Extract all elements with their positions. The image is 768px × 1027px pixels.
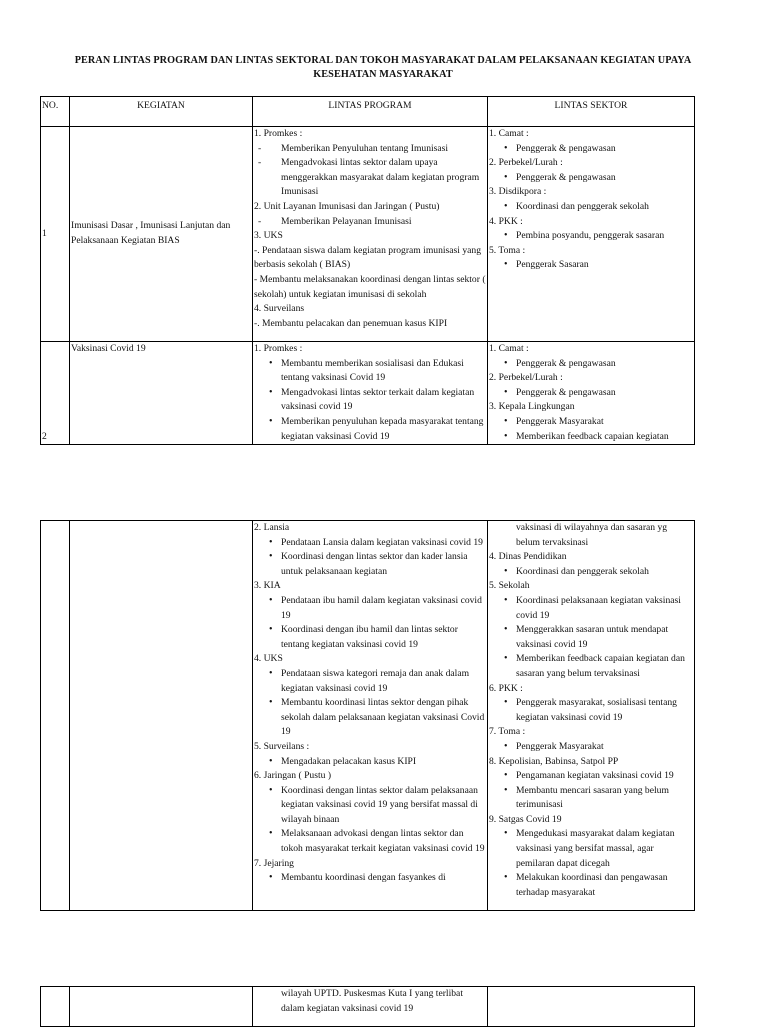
row-lintas-program [253,127,488,342]
list-item: 3. UKS [254,230,283,242]
list-item: 6. Jaringan ( Pustu ) [254,770,332,782]
row-lintas-sektor [488,127,695,342]
row-lintas-program [253,342,488,445]
row-number [41,521,70,911]
list-item: - Membantu melaksanakan koordinasi dengan lintas sektor ( sekolah) untuk kegiatan imunisasi di sekolah [254,273,486,300]
list-item: • Koordinasi dan penggerak sekolah [489,200,693,215]
header-lintas-sektor: LINTAS SEKTOR [488,97,695,127]
list-item: - Memberikan Penyuluhan tentang Imunisasi [254,142,486,157]
list-item: • Koordinasi dengan lintas sektor dan kader lansia untuk pelaksanaan kegiatan [254,550,486,579]
row-number: 1 [41,127,70,342]
list-item: 4. PKK : [489,215,523,227]
title-line-2: KESEHATAN MASYARAKAT [313,69,453,80]
header-no: NO. [41,97,70,127]
header-kegiatan: KEGIATAN [70,97,253,127]
list-item: 1. Promkes : [254,343,303,354]
list-item: • Membantu koordinasi lintas sektor dengan pihak sekolah dalam pelaksanaan kegiatan vaksinasi Covid 19 [254,696,486,740]
list-item: vaksinasi di wilayahnya dan sasaran yg belum tervaksinasi [516,522,668,548]
row-number [41,987,70,1027]
list-item: • Koordinasi pelaksanaan kegiatan vaksinasi covid 19 [489,594,693,623]
document-title [30,54,736,82]
list-item: • Memberikan penyuluhan kepada masyarakat tentang kegiatan vaksinasi Covid 19 [254,415,486,444]
list-item: 1. Promkes : [254,128,303,139]
row-number: 2 [41,342,70,445]
row-lintas-sektor [488,521,695,911]
list-item: 1. Camat : [489,343,529,354]
list-item: -. Membantu pelacakan dan penemuan kasus KIPI [254,317,448,329]
list-item: 6. PKK : [489,682,523,694]
list-item: • Melakukan koordinasi dan pengawasan terhadap masyarakat [489,871,693,900]
list-item: • Penggerak & pengawasan [489,171,693,186]
list-item: 7. Jejaring [254,857,294,869]
list-item: • Pembina posyandu, penggerak sasaran [489,229,693,244]
list-item: • Pendataan siswa kategori remaja dan anak dalam kegiatan vaksinasi covid 19 [254,667,486,696]
list-item: • Pendataan Lansia dalam kegiatan vaksinasi covid 19 [254,536,486,551]
list-item: -. Pendataan siswa dalam kegiatan program imunisasi yang berbasis sekolah ( BIAS) [254,244,481,271]
list-item: • Membantu memberikan sosialisasi dan Edukasi tentang vaksinasi Covid 19 [254,357,486,386]
table-header-row [41,97,695,127]
list-item: 5. Toma : [489,244,526,256]
list-item: 3. KIA [254,580,281,592]
list-item: - Mengadvokasi lintas sektor dalam upaya menggerakkan masyarakat dalam kegiatan program Imunisasi [254,156,486,200]
list-item: 9. Satgas Covid 19 [489,813,562,825]
list-item: • Penggerak & pengawasan [489,357,693,372]
list-item: 2. Lansia [254,522,290,533]
list-item: • Pengamanan kegiatan vaksinasi covid 19 [489,769,693,784]
list-item: 2. Perbekel/Lurah : [489,372,563,384]
list-item: • Penggerak Sasaran [489,258,693,273]
row-lintas-sektor [488,342,695,445]
list-item: 2. Perbekel/Lurah : [489,157,563,169]
list-item: • Membantu mencari sasaran yang belum terimunisasi [489,784,693,813]
list-item: 3. Kepala Lingkungan [489,401,575,413]
list-item: • Koordinasi dan penggerak sekolah [489,565,693,580]
list-item: 4. UKS [254,653,283,665]
list-item: • Memberikan feedback capaian kegiatan [489,430,693,445]
list-item: 5. Sekolah [489,580,530,592]
list-item: • Penggerak & pengawasan [489,142,693,157]
row-lintas-program [253,521,488,911]
table-row [41,127,695,342]
list-item: • Koordinasi dengan lintas sektor dalam pelaksanaan kegiatan vaksinasi covid 19 yang bersifat massal di wilayah binaan [254,784,486,828]
table-row [41,521,695,911]
title-line-1: PERAN LINTAS PROGRAM DAN LINTAS SEKTORAL DAN TOKOH MASYARAKAT DALAM PELAKSANAAN KEGIATAN UPAYA [74,55,692,66]
list-item: 4. Surveilans [254,303,305,315]
list-item: • Memberikan feedback capaian kegiatan dan sasaran yang belum tervaksinasi [489,652,693,681]
activity-table-continued [40,520,695,911]
list-item: 8. Kepolisian, Babinsa, Satpol PP [489,755,619,767]
list-item: • Koordinasi dengan ibu hamil dan lintas sektor tentang kegiatan vaksinasi covid 19 [254,623,486,652]
list-item: • Mengadakan pelacakan kasus KIPI [254,755,486,770]
list-item: - Memberikan Pelayanan Imunisasi [254,215,486,230]
list-item: wilayah UPTD. Puskesmas Kuta I yang terlibat dalam kegiatan vaksinasi covid 19 [281,988,463,1014]
list-item: • Melaksanaan advokasi dengan lintas sektor dan tokoh masyarakat terkait kegiatan vaksinasi covid 19 [254,827,486,856]
list-item: • Penggerak & pengawasan [489,386,693,401]
row-kegiatan: Imunisasi Dasar , Imunisasi Lanjutan dan Pelaksanaan Kegiatan BIAS [70,127,253,342]
list-item: • Mengedukasi masyarakat dalam kegiatan vaksinasi yang bersifat massal, agar pemilaran dapat dicegah [489,827,693,871]
list-item: • Penggerak Masyarakat [489,740,693,755]
activity-table-continued-2 [40,986,695,1027]
list-item: 2. Unit Layanan Imunisasi dan Jaringan ( Pustu) [254,200,440,212]
list-item: • Mengadvokasi lintas sektor terkait dalam kegiatan vaksinasi covid 19 [254,386,486,415]
list-item: 3. Disdikpora : [489,186,547,198]
list-item: • Pendataan ibu hamil dalam kegiatan vaksinasi covid 19 [254,594,486,623]
row-kegiatan [70,987,253,1027]
activity-table [40,96,695,445]
row-lintas-program [253,987,488,1027]
row-kegiatan [70,521,253,911]
list-item: • Membantu koordinasi dengan fasyankes di [254,871,486,886]
row-kegiatan: Vaksinasi Covid 19 [70,342,253,445]
list-item: 1. Camat : [489,128,529,139]
list-item: • Penggerak Masyarakat [489,415,693,430]
list-item: 7. Toma : [489,726,526,738]
header-lintas-program: LINTAS PROGRAM [253,97,488,127]
list-item: 4. Dinas Pendidikan [489,551,567,563]
table-row [41,987,695,1027]
row-lintas-sektor [488,987,695,1027]
table-row [41,342,695,445]
list-item: • Penggerak masyarakat, sosialisasi tentang kegiatan vaksinasi covid 19 [489,696,693,725]
list-item: 5. Surveilans : [254,740,310,752]
list-item: • Menggerakkan sasaran untuk mendapat vaksinasi covid 19 [489,623,693,652]
